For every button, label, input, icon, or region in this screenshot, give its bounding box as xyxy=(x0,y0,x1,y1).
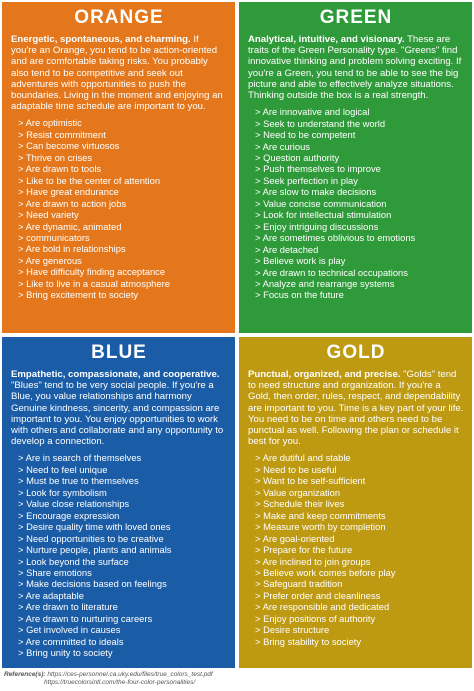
orange-trait-list xyxy=(11,117,227,300)
blue-quadrant xyxy=(2,337,235,668)
trait-item: > Must be true to themselves xyxy=(18,475,227,486)
trait-item: > Desire structure xyxy=(255,624,464,635)
trait-item: > Safeguard tradition xyxy=(255,578,464,589)
trait-item: > Look for symbolism xyxy=(18,487,227,498)
trait-item: > Are dynamic, animated xyxy=(18,221,227,232)
trait-item: > Need to be useful xyxy=(255,464,464,475)
gold-quadrant xyxy=(239,337,472,668)
blue-body: "Blues" tend to be very social people. If you're a Blue, you value relationships and harmony Genuine kindness, sincerity, and compassion are important to you. You enjoy opportunities to work with others and collaborate and any opportunity to develop a connection. xyxy=(11,380,224,448)
blue-intro xyxy=(11,369,227,447)
trait-item: > Are sometimes oblivious to emotions xyxy=(255,232,464,243)
trait-item: > Make and keep commitments xyxy=(255,510,464,521)
trait-item: > Get involved in causes xyxy=(18,624,227,635)
trait-item: > Question authority xyxy=(255,152,464,163)
trait-item: > Are bold in relationships xyxy=(18,243,227,254)
gold-intro xyxy=(248,369,464,447)
trait-item: > Value close relationships xyxy=(18,498,227,509)
trait-item: > Are generous xyxy=(18,255,227,266)
trait-item: > Are responsible and dedicated xyxy=(255,601,464,612)
blue-lead: Empathetic, compassionate, and cooperative. xyxy=(11,369,220,380)
trait-item: > communicators xyxy=(18,232,227,243)
trait-item: > Enjoy positions of authority xyxy=(255,613,464,624)
trait-item: > Need to be competent xyxy=(255,129,464,140)
references xyxy=(4,671,470,687)
trait-item: > Are dutiful and stable xyxy=(255,452,464,463)
blue-title: BLUE xyxy=(91,342,147,363)
trait-item: > Desire quality time with loved ones xyxy=(18,521,227,532)
trait-item: > Are drawn to technical occupations xyxy=(255,267,464,278)
trait-item: > Have great endurance xyxy=(18,186,227,197)
gold-trait-list xyxy=(248,452,464,647)
trait-item: > Schedule their lives xyxy=(255,498,464,509)
trait-item: > Want to be self-sufficient xyxy=(255,475,464,486)
green-body: These are traits of the Green Personality type. "Greens" find innovative thinking and problem solving exciting. If you're a Green, you tend to be able to see the big picture and able to effectively analyze situations. Thinking outside the box is a real strength. xyxy=(248,34,462,102)
trait-item: > Seek perfection in play xyxy=(255,175,464,186)
trait-item: > Are curious xyxy=(255,141,464,152)
trait-item: > Value concise communication xyxy=(255,198,464,209)
trait-item: > Can become virtuosos xyxy=(18,140,227,151)
green-intro xyxy=(248,34,464,101)
orange-body: If you're an Orange, you tend to be action-oriented and are comfortable taking risks. You probably also tend to be competitive and seek out adventures with opportunities to push the boundaries. Living in the moment and enjoying an adaptable time schedule are important to you. xyxy=(11,34,223,113)
trait-item: > Seek to understand the world xyxy=(255,118,464,129)
trait-item: > Are inclined to join groups xyxy=(255,556,464,567)
trait-item: > Bring unity to society xyxy=(18,647,227,658)
trait-item: > Thrive on crises xyxy=(18,152,227,163)
orange-lead: Energetic, spontaneous, and charming. xyxy=(11,34,191,45)
trait-item: > Look beyond the surface xyxy=(18,556,227,567)
gold-lead: Punctual, organized, and precise. xyxy=(248,369,401,380)
trait-item: > Like to live in a casual atmosphere xyxy=(18,278,227,289)
trait-item: > Look for intellectual stimulation xyxy=(255,209,464,220)
trait-item: > Are committed to ideals xyxy=(18,636,227,647)
trait-item: > Focus on the future xyxy=(255,289,464,300)
trait-item: > Share emotions xyxy=(18,567,227,578)
trait-item: > Believe work is play xyxy=(255,255,464,266)
trait-item: > Are in search of themselves xyxy=(18,452,227,463)
trait-item: > Prefer order and cleanliness xyxy=(255,590,464,601)
trait-item: > Make decisions based on feelings xyxy=(18,578,227,589)
green-trait-list xyxy=(248,106,464,301)
trait-item: > Resist commitment xyxy=(18,129,227,140)
trait-item: > Value organization xyxy=(255,487,464,498)
trait-item: > Are drawn to action jobs xyxy=(18,198,227,209)
trait-item: > Nurture people, plants and animals xyxy=(18,544,227,555)
blue-trait-list xyxy=(11,452,227,658)
orange-intro xyxy=(11,34,227,112)
trait-item: > Are drawn to nurturing careers xyxy=(18,613,227,624)
trait-item: > Are drawn to tools xyxy=(18,163,227,174)
gold-title: GOLD xyxy=(326,342,386,363)
trait-item: > Are goal-oriented xyxy=(255,533,464,544)
trait-item: > Are adaptable xyxy=(18,590,227,601)
trait-item: > Are innovative and logical xyxy=(255,106,464,117)
trait-item: > Have difficulty finding acceptance xyxy=(18,266,227,277)
green-quadrant xyxy=(239,2,472,333)
trait-item: > Analyze and rearrange systems xyxy=(255,278,464,289)
trait-item: > Need variety xyxy=(18,209,227,220)
trait-item: > Need opportunities to be creative xyxy=(18,533,227,544)
references-label: Reference(s): xyxy=(4,671,46,678)
green-title: GREEN xyxy=(319,7,393,28)
orange-quadrant xyxy=(2,2,235,333)
trait-item: > Believe work comes before play xyxy=(255,567,464,578)
trait-item: > Need to feel unique xyxy=(18,464,227,475)
trait-item: > Enjoy intriguing discussions xyxy=(255,221,464,232)
trait-item: > Are drawn to literature xyxy=(18,601,227,612)
trait-item: > Measure worth by completion xyxy=(255,521,464,532)
trait-item: > Are slow to make decisions xyxy=(255,186,464,197)
green-lead: Analytical, intuitive, and visionary. xyxy=(248,34,405,45)
trait-item: > Are optimistic xyxy=(18,117,227,128)
trait-item: > Prepare for the future xyxy=(255,544,464,555)
trait-item: > Are detached xyxy=(255,244,464,255)
reference-link-1[interactable]: https://ces-personnel.ca.uky.edu/files/true_colors_test.pdf xyxy=(47,671,213,678)
trait-item: > Push themselves to improve xyxy=(255,163,464,174)
trait-item: > Bring stability to society xyxy=(255,636,464,647)
gold-body: "Golds" tend to need structure and organization. If you're a Gold, then order, rules, respect, and dependability are important to you. Time is a key part of your life. You need to be on time and others need to be punctual as well. Following the plan or schedule it best for you. xyxy=(248,369,464,448)
trait-item: > Bring excitement to society xyxy=(18,289,227,300)
trait-item: > Encourage expression xyxy=(18,510,227,521)
reference-link-2[interactable]: https://truecolorsintl.com/the-four-color-personalities/ xyxy=(44,679,196,686)
trait-item: > Like to be the center of attention xyxy=(18,175,227,186)
orange-title: ORANGE xyxy=(74,7,164,28)
